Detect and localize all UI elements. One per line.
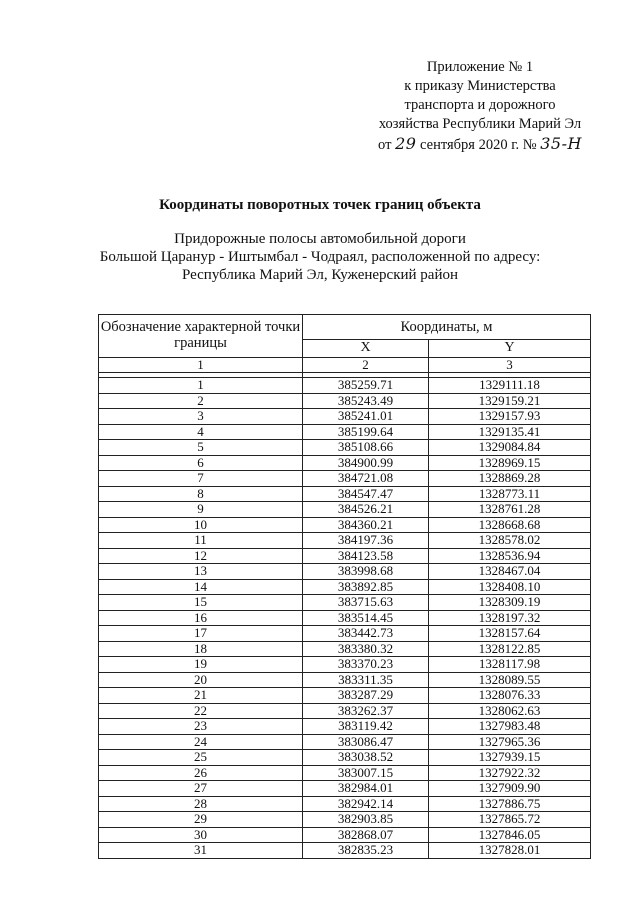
x-coordinate-cell: 382835.23 [303,843,429,859]
table-row [99,440,591,456]
table-row [99,765,591,781]
coordinates-header: Координаты, м [303,315,591,340]
point-number-cell: 6 [99,455,303,471]
x-coordinate-cell: 383038.52 [303,750,429,766]
table-row [99,548,591,564]
x-coordinate-cell: 383119.42 [303,719,429,735]
x-coordinate-cell: 385241.01 [303,409,429,425]
y-coordinate-cell: 1328761.28 [429,502,591,518]
y-coordinate-cell: 1327886.75 [429,796,591,812]
appendix-number: Приложение № 1 [426,59,534,75]
x-coordinate-cell: 383262.37 [303,703,429,719]
table-row [99,579,591,595]
table-row [99,796,591,812]
x-coordinate-cell: 384526.21 [303,502,429,518]
x-coordinate-cell: 385243.49 [303,393,429,409]
point-number-cell: 11 [99,533,303,549]
point-number-cell: 23 [99,719,303,735]
point-number-cell: 2 [99,393,303,409]
x-coordinate-cell: 384721.08 [303,471,429,487]
y-coordinate-cell: 1327922.32 [429,765,591,781]
order-date-line [360,134,600,155]
x-coordinate-cell: 383370.23 [303,657,429,673]
point-number-cell: 24 [99,734,303,750]
y-coordinate-cell: 1329111.18 [429,378,591,394]
table-row [99,455,591,471]
coordinates-table [98,314,591,859]
y-coordinate-cell: 1328157.64 [429,626,591,642]
x-coordinate-cell: 383086.47 [303,734,429,750]
x-coordinate-cell: 383007.15 [303,765,429,781]
point-number-cell: 21 [99,688,303,704]
table-row [99,734,591,750]
point-number-cell: 26 [99,765,303,781]
x-coordinate-cell: 383715.63 [303,595,429,611]
y-coordinate-cell: 1328668.68 [429,517,591,533]
y-coordinate-cell: 1329157.93 [429,409,591,425]
y-coordinate-cell: 1328197.32 [429,610,591,626]
x-coordinate-cell: 384360.21 [303,517,429,533]
point-number-cell: 18 [99,641,303,657]
y-coordinate-cell: 1327909.90 [429,781,591,797]
x-coordinate-cell: 385199.64 [303,424,429,440]
y-coordinate-cell: 1328076.33 [429,688,591,704]
y-coordinate-cell: 1328089.55 [429,672,591,688]
x-coordinate-cell: 384197.36 [303,533,429,549]
y-coordinate-cell: 1328408.10 [429,579,591,595]
y-coordinate-cell: 1328869.28 [429,471,591,487]
point-number-cell: 31 [99,843,303,859]
point-number-cell: 5 [99,440,303,456]
table-row [99,610,591,626]
ministry-name-line: хозяйства Республики Марий Эл [378,116,582,132]
table-row [99,657,591,673]
x-header: X [303,339,429,357]
y-header: Y [429,339,591,357]
point-number-cell: 3 [99,409,303,425]
point-number-cell: 10 [99,517,303,533]
x-coordinate-cell: 383287.29 [303,688,429,704]
point-label-header: Обозначение характерной точки границы [99,315,303,358]
point-number-cell: 9 [99,502,303,518]
table-row [99,424,591,440]
point-number-cell: 29 [99,812,303,828]
table-row [99,471,591,487]
point-number-cell: 20 [99,672,303,688]
x-coordinate-cell: 385259.71 [303,378,429,394]
table-row [99,812,591,828]
table-row [99,409,591,425]
table-row [99,502,591,518]
handwritten-order-number: 35-Н [540,134,582,153]
x-coordinate-cell: 384900.99 [303,455,429,471]
x-coordinate-cell: 383311.35 [303,672,429,688]
table-row [99,486,591,502]
point-number-cell: 19 [99,657,303,673]
y-coordinate-cell: 1328773.11 [429,486,591,502]
y-coordinate-cell: 1329135.41 [429,424,591,440]
table-row [99,626,591,642]
column-number: 2 [303,358,429,373]
coordinates-rows [99,378,591,859]
y-coordinate-cell: 1327965.36 [429,734,591,750]
x-coordinate-cell: 383380.32 [303,641,429,657]
point-number-cell: 16 [99,610,303,626]
table-row [99,595,591,611]
x-coordinate-cell: 384547.47 [303,486,429,502]
document-subtitle [0,230,640,284]
point-number-cell: 8 [99,486,303,502]
y-coordinate-cell: 1327865.72 [429,812,591,828]
y-coordinate-cell: 1327983.48 [429,719,591,735]
table-row [99,703,591,719]
y-coordinate-cell: 1329159.21 [429,393,591,409]
y-coordinate-cell: 1328117.98 [429,657,591,673]
appendix-header [360,58,600,155]
point-number-cell: 17 [99,626,303,642]
y-coordinate-cell: 1328122.85 [429,641,591,657]
order-reference: к приказу Министерства [404,78,556,94]
point-number-cell: 28 [99,796,303,812]
point-number-cell: 7 [99,471,303,487]
table-row [99,688,591,704]
point-number-cell: 14 [99,579,303,595]
x-coordinate-cell: 384123.58 [303,548,429,564]
y-coordinate-cell: 1329084.84 [429,440,591,456]
x-coordinate-cell: 383442.73 [303,626,429,642]
document-title: Координаты поворотных точек границ объекта [159,197,481,213]
y-coordinate-cell: 1327939.15 [429,750,591,766]
y-coordinate-cell: 1328578.02 [429,533,591,549]
subtitle-line: Придорожные полосы автомобильной дороги [174,231,466,247]
y-coordinate-cell: 1327828.01 [429,843,591,859]
point-number-cell: 27 [99,781,303,797]
subtitle-line: Республика Марий Эл, Куженерский район [181,267,459,283]
point-number-cell: 12 [99,548,303,564]
y-coordinate-cell: 1327846.05 [429,827,591,843]
point-number-cell: 13 [99,564,303,580]
table-row [99,641,591,657]
x-coordinate-cell: 383514.45 [303,610,429,626]
y-coordinate-cell: 1328062.63 [429,703,591,719]
y-coordinate-cell: 1328536.94 [429,548,591,564]
table-row [99,781,591,797]
point-number-cell: 4 [99,424,303,440]
point-number-cell: 30 [99,827,303,843]
x-coordinate-cell: 383998.68 [303,564,429,580]
y-coordinate-cell: 1328467.04 [429,564,591,580]
y-coordinate-cell: 1328309.19 [429,595,591,611]
table-row [99,843,591,859]
y-coordinate-cell: 1328969.15 [429,455,591,471]
x-coordinate-cell: 383892.85 [303,579,429,595]
handwritten-day: 29 [395,134,417,153]
column-number: 1 [99,358,303,373]
date-rest: сентября 2020 г. № [420,137,537,153]
point-number-cell: 1 [99,378,303,394]
point-number-cell: 25 [99,750,303,766]
table-row [99,533,591,549]
column-number: 3 [429,358,591,373]
table-row [99,719,591,735]
x-coordinate-cell: 385108.66 [303,440,429,456]
ministry-name-line: транспорта и дорожного [404,97,556,113]
table-row [99,517,591,533]
table-row [99,378,591,394]
table-row [99,564,591,580]
table-row [99,827,591,843]
point-number-cell: 22 [99,703,303,719]
x-coordinate-cell: 382984.01 [303,781,429,797]
x-coordinate-cell: 382903.85 [303,812,429,828]
subtitle-line: Большой Царанур - Иштымбал - Чодраял, расположенной по адресу: [99,249,541,265]
x-coordinate-cell: 382868.07 [303,827,429,843]
table-row [99,393,591,409]
table-row [99,672,591,688]
point-number-cell: 15 [99,595,303,611]
date-prefix: от [378,137,392,153]
x-coordinate-cell: 382942.14 [303,796,429,812]
table-row [99,750,591,766]
